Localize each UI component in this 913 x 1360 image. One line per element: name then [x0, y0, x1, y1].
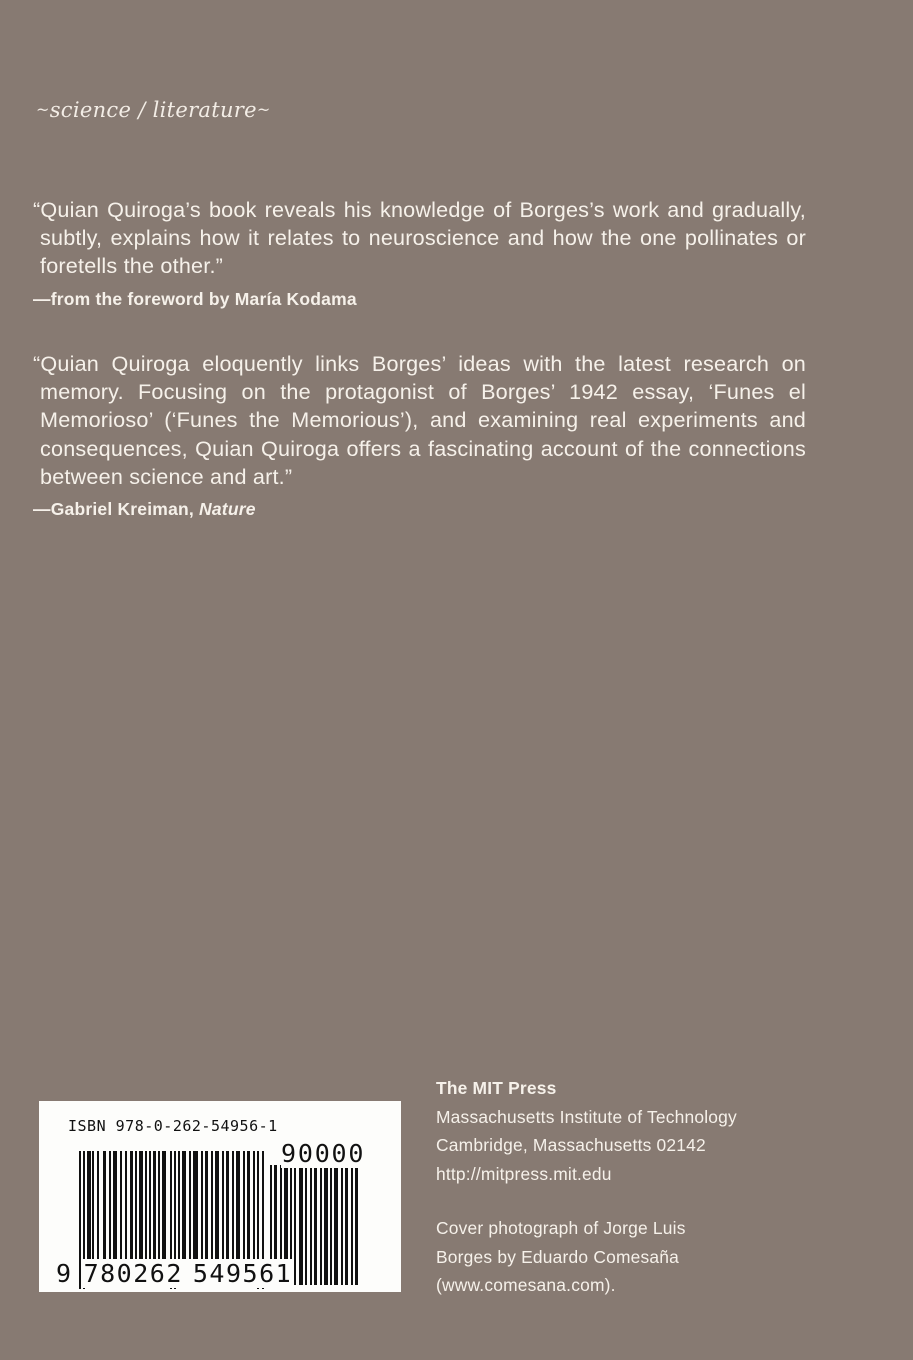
attribution-author: —from the foreword by María Kodama [33, 288, 357, 309]
barcode-digit-group-1: 780262 [83, 1259, 183, 1288]
publisher-info [436, 1074, 737, 1188]
category-label [36, 98, 271, 122]
blurb-attribution [33, 285, 806, 313]
publisher-institution: Massachusetts Institute of Technology [436, 1106, 737, 1127]
publisher-name: The MIT Press [436, 1078, 557, 1098]
publisher-address: Cambridge, Massachusetts 02142 [436, 1135, 706, 1156]
addon-digits: 90000 [281, 1139, 366, 1168]
barcode-digit-group-2: 549561 [192, 1259, 293, 1288]
cover-photo-credit [436, 1214, 686, 1300]
blurb-kreiman [33, 350, 806, 523]
blurb-attribution [33, 495, 806, 523]
barcode-first-digit: 9 [56, 1259, 73, 1288]
attribution-source: Nature [199, 499, 256, 520]
blurb-text: “Quian Quiroga’s book reveals his knowledge of Borges’s work and gradually, subtly, explains how it relates to neuroscience and how the one pollinates or foretells the other.” [33, 197, 806, 279]
category-literature: literature [152, 98, 257, 122]
credit-line-2: Borges by Eduardo Comesaña [436, 1246, 680, 1267]
barcode-digits [56, 1259, 293, 1288]
attribution-author: —Gabriel Kreiman, [33, 499, 200, 520]
credit-line-3: (www.comesana.com). [436, 1275, 616, 1296]
swash-left-icon: ~ [36, 100, 50, 119]
publisher-url[interactable]: http://mitpress.mit.edu [436, 1163, 612, 1184]
credit-line-1: Cover photograph of Jorge Luis [436, 1218, 686, 1238]
blurb-kodama [33, 196, 806, 313]
category-science: science [49, 98, 132, 122]
isbn-barcode [39, 1101, 401, 1292]
blurb-text: “Quian Quiroga eloquently links Borges’ ideas with the latest research on memory. Focusing on the protagonist of Borges’ 1942 essay, ‘Funes el Memorioso’ (‘Funes the Memorious’), and examining real experiments and consequences, Quian Quiroga offers a fascinating account of the connections between science and art.” [33, 351, 806, 489]
category-separator: / [138, 98, 146, 122]
swash-right-icon: ~ [256, 100, 271, 119]
isbn-label: ISBN 978-0-262-54956-1 [68, 1117, 278, 1135]
